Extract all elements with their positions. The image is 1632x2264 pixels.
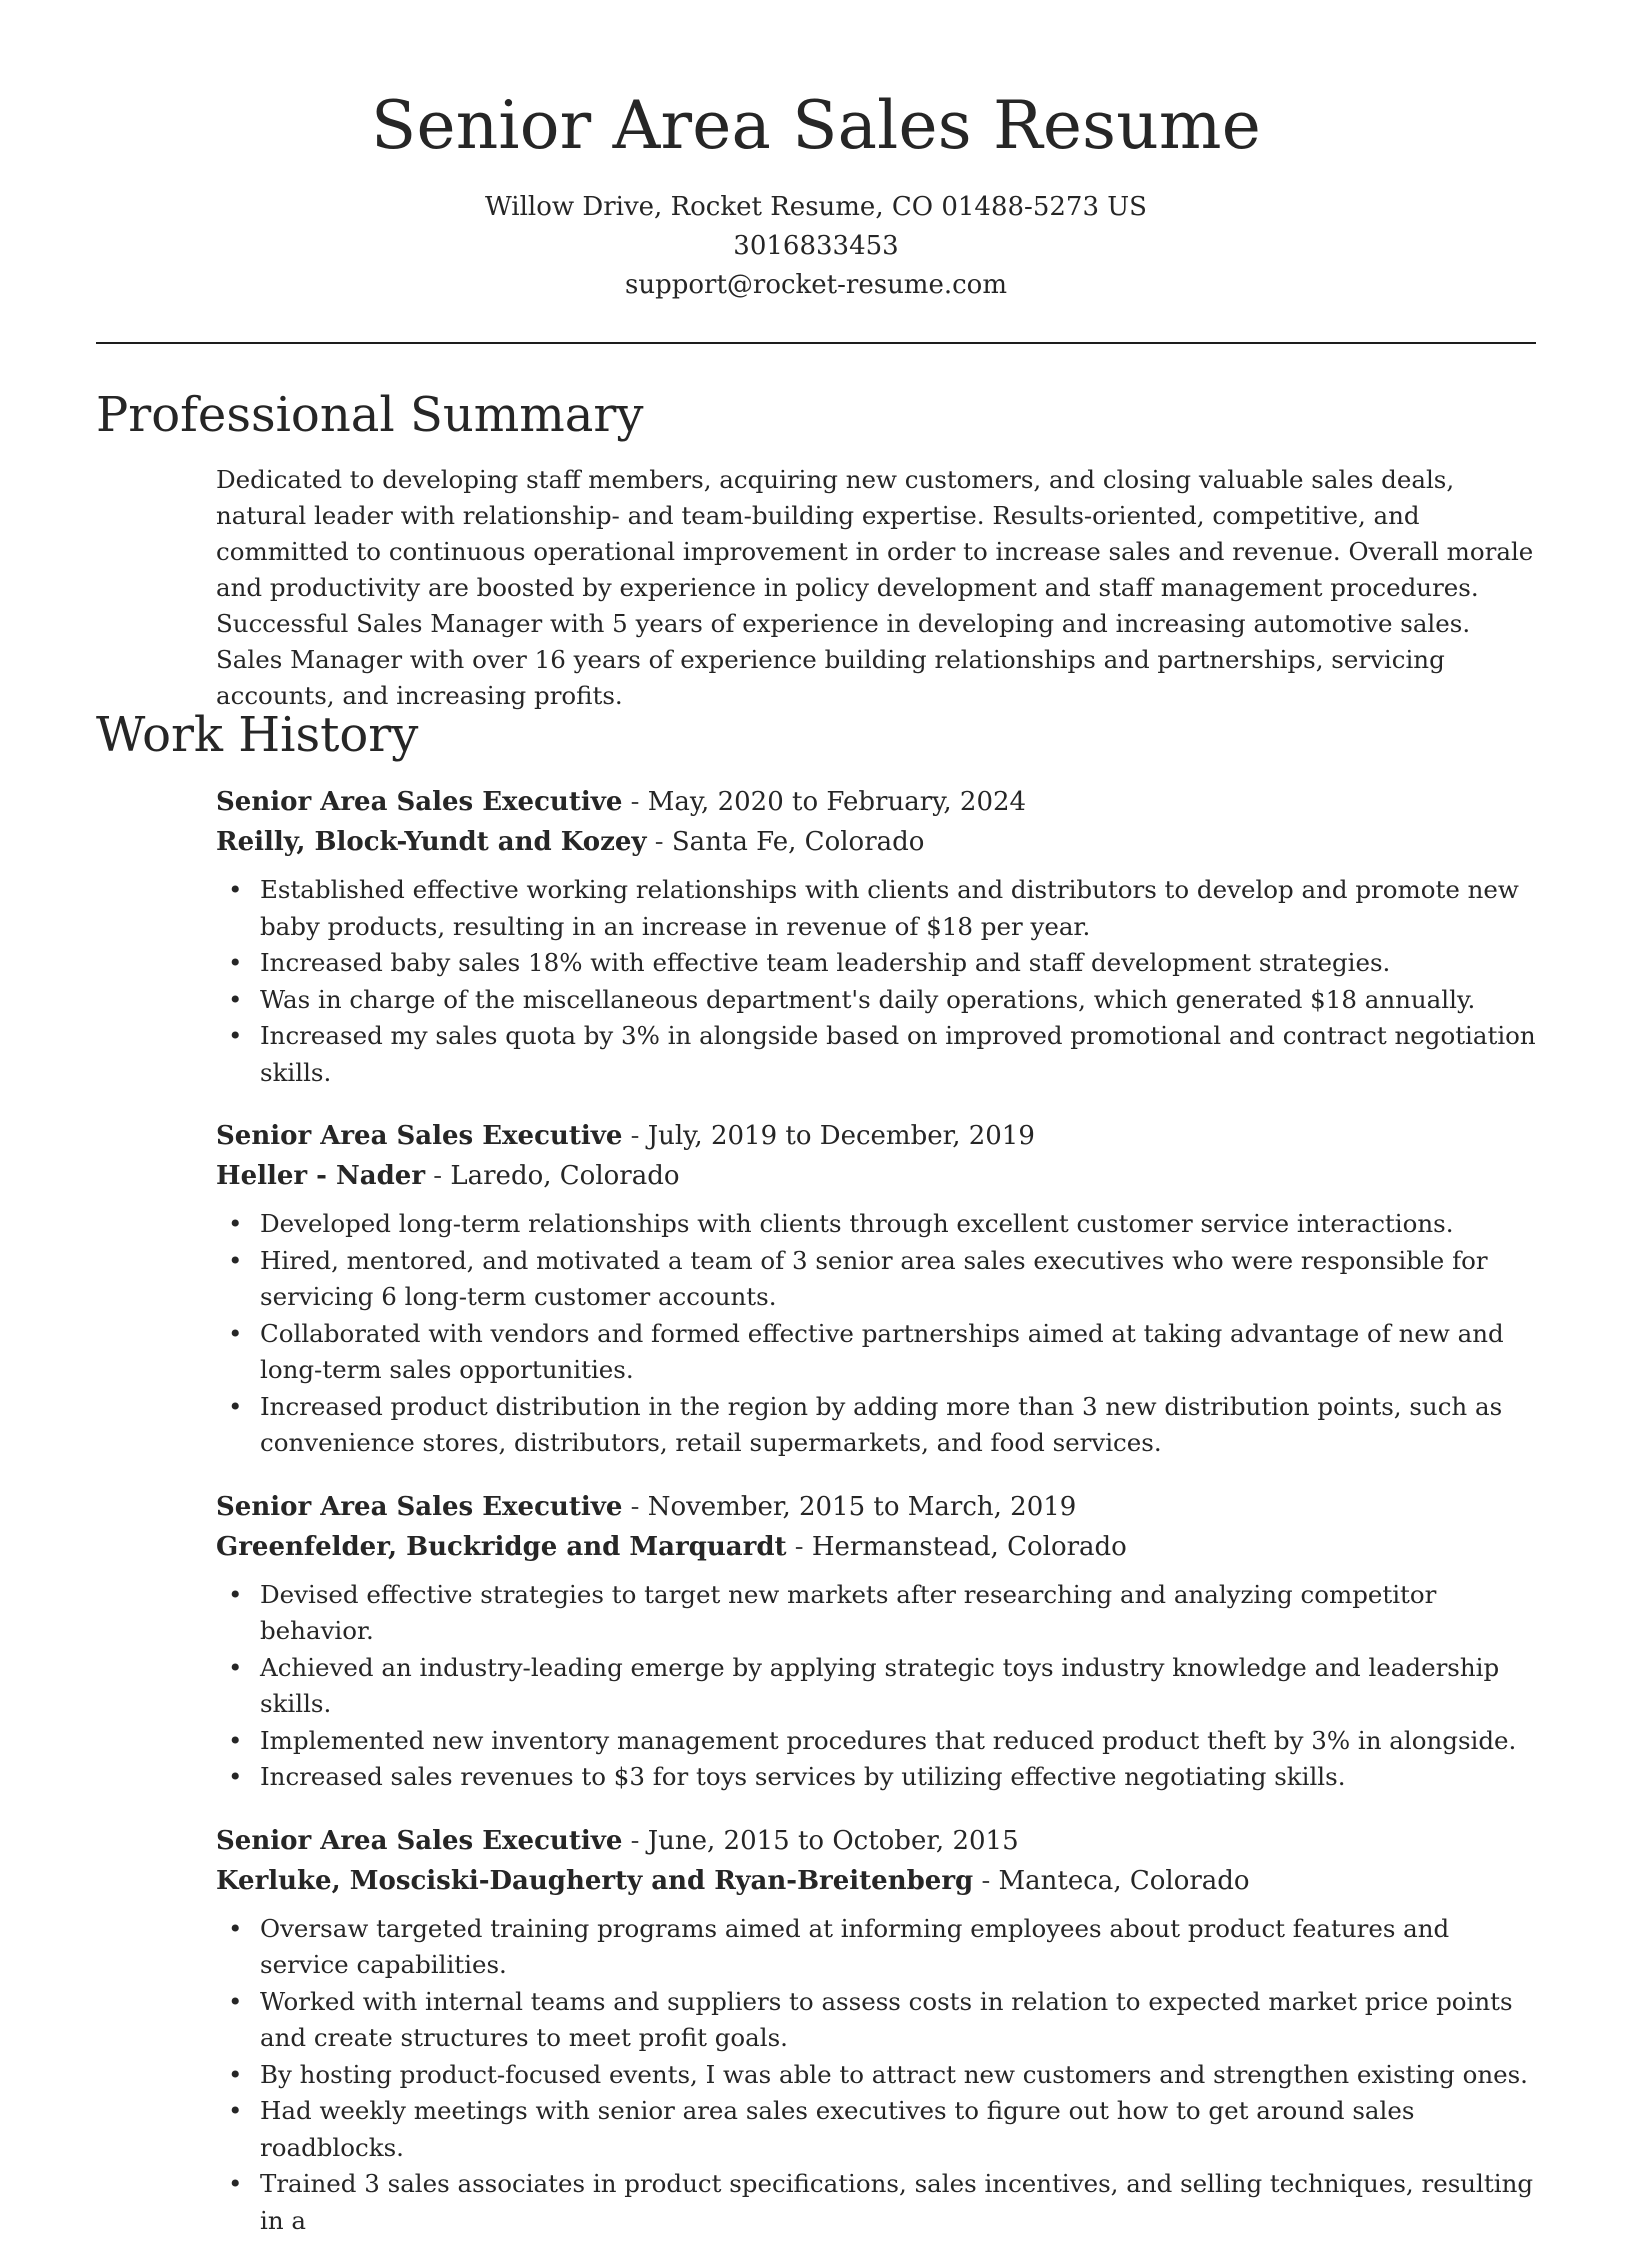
job-role: Senior Area Sales Executive [216, 1825, 623, 1856]
job-separator: - [786, 1531, 812, 1562]
job-bullet: • Implemented new inventory management procedures that reduced product theft by 3% in alongside. [260, 1723, 1536, 1760]
summary-heading: Professional Summary [96, 387, 644, 443]
job-entry [216, 782, 1536, 1091]
job-bullet: • Trained 3 sales associates in product specifications, sales incentives, and selling techniques, resulting in a [260, 2166, 1536, 2239]
contact-info [96, 188, 1536, 305]
job-bullet: • Achieved an industry-leading emerge by applying strategic toys industry knowledge and leadership skills. [260, 1650, 1536, 1723]
job-location: Santa Fe, Colorado [671, 827, 925, 857]
job-company: Greenfelder, Buckridge and Marquardt [216, 1531, 787, 1562]
job-company-line [216, 1861, 1536, 1901]
job-company-line [216, 822, 1536, 862]
job-company: Heller - Nader [216, 1161, 426, 1191]
job-dates: June, 2015 to October, 2015 [647, 1825, 1019, 1856]
work-history-heading: Work History [96, 707, 419, 763]
job-title-line [216, 1821, 1536, 1861]
job-title-line [216, 1116, 1536, 1156]
job-bullet: • Was in charge of the miscellaneous department's daily operations, which generated $18 annually. [260, 982, 1536, 1019]
job-separator: - [425, 1161, 451, 1191]
summary-text: Dedicated to developing staff members, acquiring new customers, and closing valuable sales deals, natural leader with relationship- and team-building expertise. Results-oriented, competitive, and committed to continuous operational improvement in order to increase sales and revenue. Overall morale and productivity are boosted by experience in policy development and staff management procedures. Successful Sales Manager with 5 years of experience in developing and increasing automotive sales. Sales Manager with over 16 years of experience building relationships and partnerships, servicing accounts, and increasing profits. [216, 465, 1534, 710]
job-bullet: • Established effective working relationships with clients and distributors to develop and promote new baby products, resulting in an increase in revenue of $18 per year. [260, 872, 1536, 945]
phone-number: 3016833453 [733, 231, 899, 261]
job-location: Manteca, Colorado [998, 1865, 1250, 1896]
job-role: Senior Area Sales Executive [216, 1121, 623, 1151]
job-title-line [216, 782, 1536, 822]
job-bullet: • Developed long-term relationships with clients through excellent customer service interactions. [260, 1206, 1536, 1243]
job-bullet: • Increased baby sales 18% with effective team leadership and staff development strategies. [260, 945, 1536, 982]
job-bullet: • Oversaw targeted training programs aimed at informing employees about product features and service capabilities. [260, 1911, 1536, 1984]
job-entry [216, 1116, 1536, 1462]
job-bullet: • By hosting product-focused events, I was able to attract new customers and strengthen existing ones. [260, 2057, 1536, 2094]
job-location: Hermanstead, Colorado [811, 1531, 1127, 1562]
job-role: Senior Area Sales Executive [216, 787, 623, 817]
job-separator: - [622, 1121, 648, 1151]
job-bullets [216, 1206, 1536, 1462]
resume-title: Senior Area Sales Resume [371, 87, 1261, 164]
resume-header [96, 84, 1536, 305]
job-bullet: • Increased my sales quota by 3% in alongside based on improved promotional and contract negotiation skills. [260, 1018, 1536, 1091]
email-address: support@rocket-resume.com [624, 270, 1007, 300]
job-separator: - [622, 1491, 648, 1522]
job-bullets [216, 1577, 1536, 1796]
job-bullet: • Had weekly meetings with senior area sales executives to figure out how to get around sales roadblocks. [260, 2093, 1536, 2166]
job-company: Kerluke, Mosciski-Daugherty and Ryan-Breitenberg [216, 1865, 974, 1896]
job-bullets [216, 1911, 1536, 2240]
job-bullet: • Collaborated with vendors and formed effective partnerships aimed at taking advantage of new and long-term sales opportunities. [260, 1316, 1536, 1389]
job-title-line [216, 1487, 1536, 1527]
job-separator: - [973, 1865, 999, 1896]
job-dates: November, 2015 to March, 2019 [647, 1491, 1077, 1522]
work-history-list [216, 782, 1536, 2264]
job-separator: - [646, 827, 672, 857]
job-entry [216, 1487, 1536, 1796]
job-bullet: • Increased product distribution in the region by adding more than 3 new distribution points, such as convenience stores, distributors, retail supermarkets, and food services. [260, 1389, 1536, 1462]
job-dates: May, 2020 to February, 2024 [647, 787, 1027, 817]
address-line: Willow Drive, Rocket Resume, CO 01488-5273 US [485, 192, 1147, 222]
job-location: Laredo, Colorado [450, 1161, 680, 1191]
job-role: Senior Area Sales Executive [216, 1491, 623, 1522]
job-bullet: • Devised effective strategies to target new markets after researching and analyzing competitor behavior. [260, 1577, 1536, 1650]
job-dates: July, 2019 to December, 2019 [647, 1121, 1035, 1151]
job-separator: - [622, 787, 648, 817]
job-bullet: • Increased sales revenues to $3 for toys services by utilizing effective negotiating skills. [260, 1759, 1536, 1796]
job-entry [216, 1821, 1536, 2240]
job-bullet: • Worked with internal teams and suppliers to assess costs in relation to expected market price points and create structures to meet profit goals. [260, 1984, 1536, 2057]
job-company-line [216, 1527, 1536, 1567]
job-company: Reilly, Block-Yundt and Kozey [216, 827, 647, 857]
header-divider [96, 342, 1536, 344]
job-bullet: • Hired, mentored, and motivated a team of 3 senior area sales executives who were responsible for servicing 6 long-term customer accounts. [260, 1243, 1536, 1316]
job-bullets [216, 872, 1536, 1091]
job-separator: - [622, 1825, 648, 1856]
job-company-line [216, 1156, 1536, 1196]
